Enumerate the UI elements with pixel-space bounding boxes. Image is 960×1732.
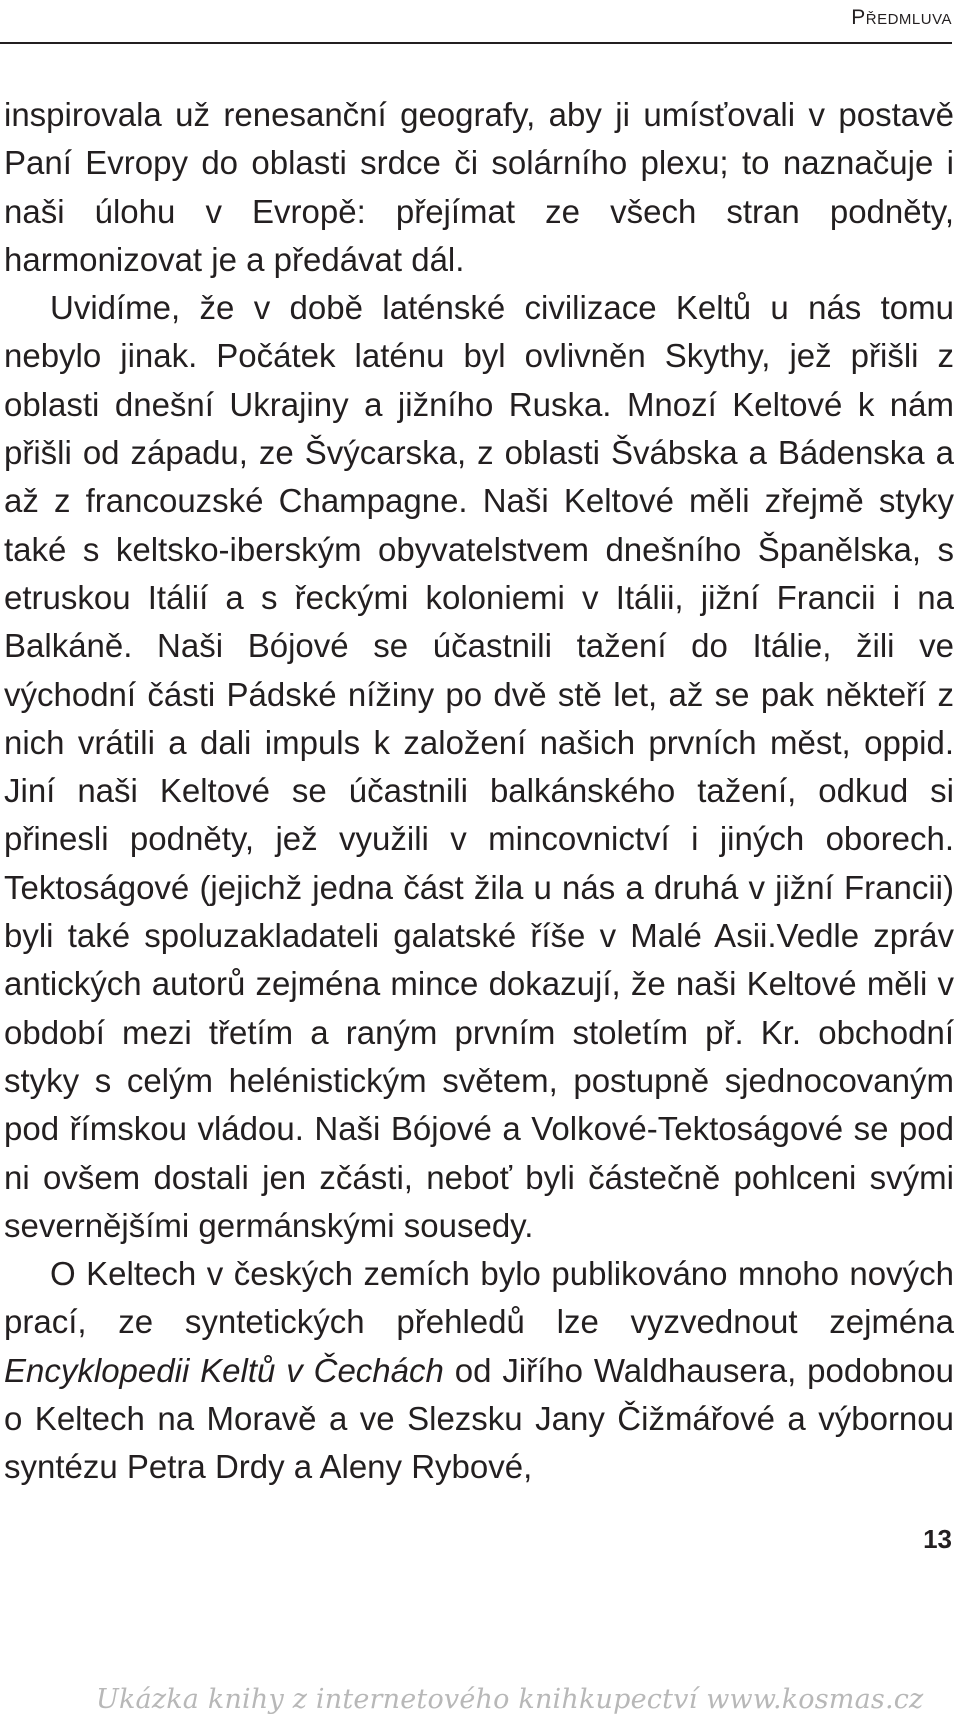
page-number: 13 bbox=[923, 1524, 952, 1554]
paragraph-3-text-a: O Keltech v českých zemích bylo publikováno mnoho nových prací, ze syntetických přehledů lze vyzvednout zejména bbox=[4, 1255, 954, 1341]
body-text bbox=[4, 91, 954, 1492]
running-head-title: Předmluva bbox=[851, 6, 952, 29]
page-header bbox=[0, 0, 952, 44]
paragraph-3-text-b: od Jiřího Waldhausera, podobnou o Keltech na Moravě a ve Slezsku Jany Čižmářové a výbornou syntézu Petra Drdy a Aleny Rybové, bbox=[4, 1351, 954, 1486]
book-title-italic: Encyklopedii Keltů v Čechách bbox=[4, 1351, 444, 1389]
paragraph-2: Uvidíme, že v době laténské civilizace Keltů u nás tomu nebylo jinak. Počátek laténu byl ovlivněn Skythy, jež přišli z oblasti dnešní Ukrajiny a jižního Ruska. Mnozí Keltové k nám přišli od západu, ze Švýcarska, z oblasti Švábska a Bádenska a až z francouzské Champagne. Naši Keltové měli zřejmě styky také s keltsko-iberským obyvatelstvem dnešního Španělska, s etruskou Itálií a s řeckými koloniemi v Itálii, jižní Francii i na Balkáně. Naši Bójové se účastnili tažení do Itálie, žili ve východní části Pádské nížiny po dvě stě let, až se pak někteří z nich vrátili a dali impuls k založení našich prvních měst, oppid. Jiní naši Keltové se účastnili balkánského tažení, odkud si přinesli podněty, jež využili v mincovnictví i jiných oborech. Tektoságové (jejichž jedna část žila u nás a druhá v jižní Francii) byli také spoluzakladateli galatské říše v Malé Asii.Vedle zpráv antických autorů zejména mince dokazují, že naši Keltové měli v období mezi třetím a raným prvním stoletím př. Kr. obchodní styky s celým helénistickým světem, postupně sjednocovaným pod římskou vládou. Naši Bójové a Volkové-Tektoságové se pod ni ovšem dostali jen zčásti, neboť byli částečně pohlceni svými severnějšími germánskými sousedy. bbox=[4, 289, 954, 1244]
paragraph-3 bbox=[4, 1250, 954, 1491]
watermark-text: Ukázka knihy z internetového knihkupectví www.kosmas.cz bbox=[96, 1684, 924, 1715]
paragraph-1: inspirovala už renesanční geografy, aby ji umísťovali v postavě Paní Evropy do oblasti srdce či solárního plexu; to naznačuje i naši úlohu v Evropě: přejímat ze všech stran podněty, harmonizovat je a předávat dál. bbox=[4, 96, 954, 278]
